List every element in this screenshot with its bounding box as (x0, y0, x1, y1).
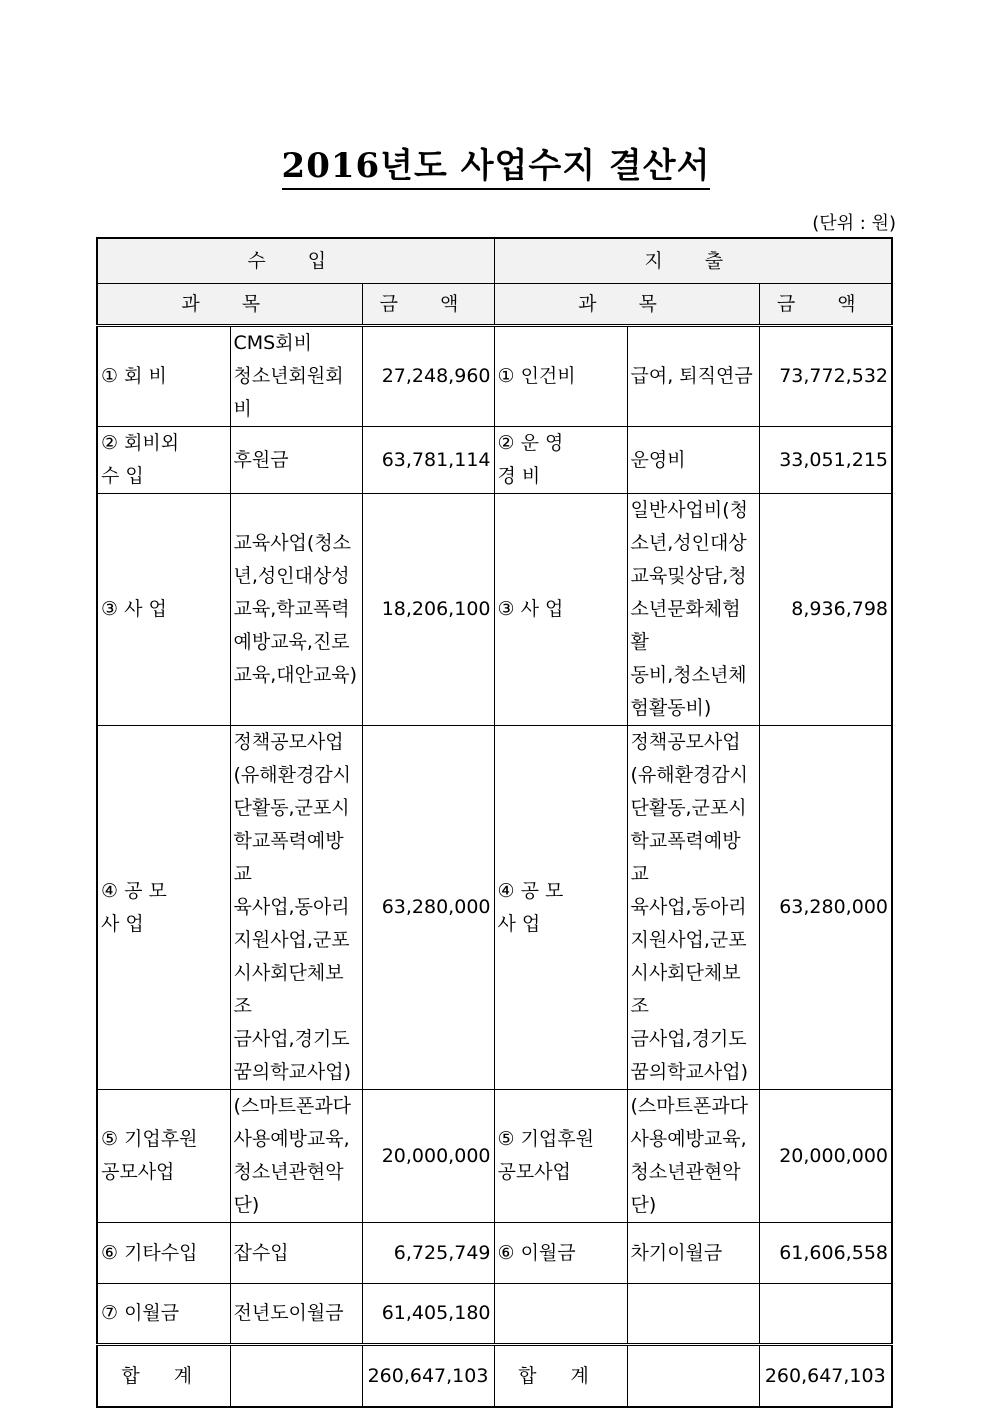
income-detail: (스마트폰과다 사용예방교육, 청소년관현악 단) (230, 1090, 362, 1223)
income-detail: 후원금 (230, 427, 362, 494)
income-total-amount: 260,647,103 (362, 1345, 494, 1408)
expense-item: ④ 공 모 사 업 (494, 726, 627, 1090)
expense-detail (627, 1284, 759, 1345)
expense-amount: 33,051,215 (759, 427, 892, 494)
income-item: ⑦ 이월금 (97, 1284, 230, 1345)
income-detail: 잡수입 (230, 1223, 362, 1284)
page-title (0, 138, 992, 187)
total-row (97, 1345, 892, 1408)
income-detail: CMS회비 청소년회원회비 (230, 326, 362, 427)
expense-detail: 일반사업비(청 소년,성인대상 교육및상담,청 소년문화체험활 동비,청소년체 험활동비) (627, 494, 759, 726)
income-subject-header: 과 목 (97, 284, 362, 326)
table-row (97, 1090, 892, 1223)
table-row (97, 494, 892, 726)
income-amount: 20,000,000 (362, 1090, 494, 1223)
expense-amount: 61,606,558 (759, 1223, 892, 1284)
expense-item: ① 인건비 (494, 326, 627, 427)
table-row (97, 1284, 892, 1345)
expense-amount: 20,000,000 (759, 1090, 892, 1223)
income-amount: 61,405,180 (362, 1284, 494, 1345)
expense-total-amount: 260,647,103 (759, 1345, 892, 1408)
income-amount-header: 금 액 (362, 284, 494, 326)
income-detail: 교육사업(청소 년,성인대상성 교육,학교폭력 예방교육,진로 교육,대안교육) (230, 494, 362, 726)
income-amount: 63,280,000 (362, 726, 494, 1090)
expense-detail: 정책공모사업 (유해환경감시 단활동,군포시 학교폭력예방교 육사업,동아리 지원사업,군포 시사회단체보조 금사업,경기도 꿈의학교사업) (627, 726, 759, 1090)
expense-detail: (스마트폰과다 사용예방교육, 청소년관현악 단) (627, 1090, 759, 1223)
income-amount: 27,248,960 (362, 326, 494, 427)
income-item: ⑤ 기업후원 공모사업 (97, 1090, 230, 1223)
expense-item: ② 운 영 경 비 (494, 427, 627, 494)
expense-total-blank (627, 1345, 759, 1408)
header-row-sections (97, 238, 892, 284)
expense-amount: 8,936,798 (759, 494, 892, 726)
table-row (97, 427, 892, 494)
income-amount: 18,206,100 (362, 494, 494, 726)
income-amount: 6,725,749 (362, 1223, 494, 1284)
income-item: ② 회비외 수 입 (97, 427, 230, 494)
income-item: ⑥ 기타수입 (97, 1223, 230, 1284)
expense-header: 지 출 (494, 238, 892, 284)
table-row (97, 726, 892, 1090)
income-total-label: 합 계 (97, 1345, 230, 1408)
expense-detail: 급여, 퇴직연금 (627, 326, 759, 427)
income-item: ④ 공 모 사 업 (97, 726, 230, 1090)
expense-detail: 차기이월금 (627, 1223, 759, 1284)
settlement-table (96, 237, 893, 1408)
income-item: ① 회 비 (97, 326, 230, 427)
expense-item: ③ 사 업 (494, 494, 627, 726)
unit-note: (단위 : 원) (812, 213, 896, 234)
expense-item: ⑤ 기업후원 공모사업 (494, 1090, 627, 1223)
expense-item: ⑥ 이월금 (494, 1223, 627, 1284)
expense-amount: 73,772,532 (759, 326, 892, 427)
expense-subject-header: 과 목 (494, 284, 759, 326)
income-header: 수 입 (97, 238, 494, 284)
expense-total-label: 합 계 (494, 1345, 627, 1408)
expense-amount (759, 1284, 892, 1345)
page-title-text: 2016년도 사업수지 결산서 (282, 146, 711, 190)
table-row (97, 326, 892, 427)
income-amount: 63,781,114 (362, 427, 494, 494)
income-detail: 정책공모사업 (유해환경감시 단활동,군포시 학교폭력예방교 육사업,동아리 지원사업,군포 시사회단체보조 금사업,경기도 꿈의학교사업) (230, 726, 362, 1090)
header-row-columns (97, 284, 892, 326)
income-item: ③ 사 업 (97, 494, 230, 726)
expense-amount-header: 금 액 (759, 284, 892, 326)
income-total-blank (230, 1345, 362, 1408)
income-detail: 전년도이월금 (230, 1284, 362, 1345)
expense-item (494, 1284, 627, 1345)
table-row (97, 1223, 892, 1284)
expense-detail: 운영비 (627, 427, 759, 494)
expense-amount: 63,280,000 (759, 726, 892, 1090)
